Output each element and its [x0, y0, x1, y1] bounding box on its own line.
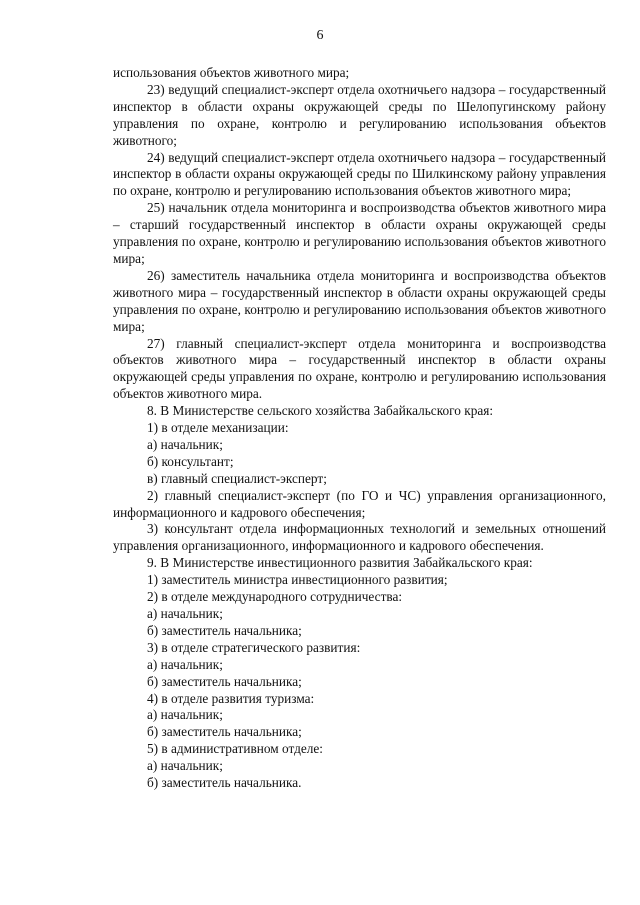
paragraph: 3) в отделе стратегического развития: [147, 639, 361, 655]
paragraph: б) консультант; [147, 453, 234, 469]
paragraph: а) начальник; [147, 436, 223, 452]
paragraph: 5) в административном отделе: [147, 741, 323, 757]
paragraph: 25) начальник отдела мониторинга и воспроизводства объектов животного мира – старший государственный инспектор в области охраны окружающей среды управления по охране, контролю и регулированию использования объектов животного мира; [113, 200, 606, 266]
paragraph: 23) ведущий специалист-эксперт отдела охотничьего надзора – государственный инспектор в области охраны окружающей среды по Шелопугинскому району управления по охране, контролю и регулированию использования объектов животного; [113, 81, 606, 148]
paragraph: 1) заместитель министра инвестиционного развития; [147, 572, 448, 588]
paragraph: 2) в отделе международного сотрудничества: [147, 589, 403, 605]
document-body [113, 65, 606, 792]
paragraph: б) заместитель начальника; [147, 622, 302, 638]
paragraph: 4) в отделе развития туризма: [147, 690, 315, 706]
paragraph: б) заместитель начальника; [147, 673, 302, 689]
paragraph: 8. В Министерстве сельского хозяйства Забайкальского края: [147, 403, 494, 419]
paragraph: 2) главный специалист-эксперт (по ГО и ЧС) управления организационного, информационного и кадрового обеспечения; [113, 487, 606, 520]
paragraph: а) начальник; [147, 707, 223, 723]
paragraph: 9. В Министерстве инвестиционного развития Забайкальского края: [147, 555, 533, 571]
paragraph: 3) консультант отдела информационных технологий и земельных отношений управления организационного, информационного и кадрового обеспечения. [113, 521, 606, 554]
paragraph: 27) главный специалист-эксперт отдела мониторинга и воспроизводства объектов животного мира – государственный инспектор в области охраны окружающей среды управления по охране, контролю и регулированию использования объектов животного мира. [113, 335, 606, 402]
paragraph: 1) в отделе механизации: [147, 420, 289, 436]
paragraph: в) главный специалист-эксперт; [147, 470, 327, 486]
page-number: 6 [316, 28, 324, 43]
paragraph: б) заместитель начальника. [147, 775, 302, 791]
paragraph: использования объектов животного мира; [113, 65, 350, 80]
paragraph: а) начальник; [147, 758, 223, 774]
paragraph: а) начальник; [147, 606, 223, 621]
paragraph: 26) заместитель начальника отдела мониторинга и воспроизводства объектов животного мира – государственный инспектор в области охраны окружающей среды управления по охране, контролю и регулированию использования объектов животного мира; [113, 267, 606, 334]
paragraph: а) начальник; [147, 656, 223, 672]
paragraph: 24) ведущий специалист-эксперт отдела охотничьего надзора – государственный инспектор в области охраны окружающей среды по Шилкинскому району управления по охране, контролю и регулированию использования объектов животного мира; [113, 149, 606, 199]
paragraph: б) заместитель начальника; [147, 724, 302, 740]
